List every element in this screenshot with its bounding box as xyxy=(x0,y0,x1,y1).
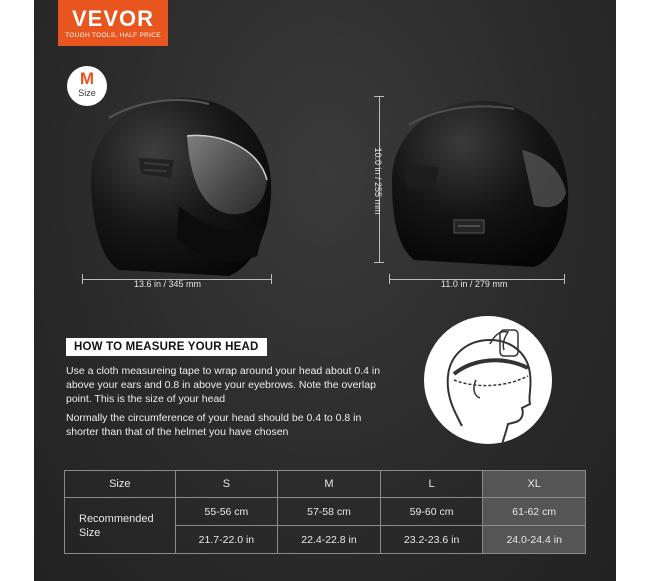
vevor-logo xyxy=(58,0,168,46)
height-cap-bottom xyxy=(374,262,384,263)
size-xl-cm: 61-62 cm xyxy=(483,498,586,526)
front-width-cap-left xyxy=(82,274,83,284)
size-m-inch: 22.4-22.8 in xyxy=(278,526,381,554)
size-m-cm: 57-58 cm xyxy=(278,498,381,526)
height-label: 10.0 in / 255 mm xyxy=(373,147,383,215)
size-table-row-cm xyxy=(65,498,586,526)
logo-wordmark: VEVOR xyxy=(71,6,155,31)
recommended-size-label: Recommended Size xyxy=(65,498,176,554)
side-depth-cap-right xyxy=(564,274,565,284)
head-measure-illustration xyxy=(424,316,552,444)
measure-paragraph-1: Use a cloth measureing tape to wrap around your head about 0.4 in above your ears and 0.8 in above your eyebrows. Note the overlap point. This is the size of your head xyxy=(66,365,381,405)
size-s-cm: 55-56 cm xyxy=(175,498,278,526)
side-depth-label: 11.0 in / 279 mm xyxy=(441,279,508,289)
front-width-cap-right xyxy=(271,274,272,284)
size-header-xl: XL xyxy=(483,471,586,498)
height-cap-top xyxy=(374,96,384,97)
size-badge-word: Size xyxy=(78,88,96,98)
size-l-inch: 23.2-23.6 in xyxy=(380,526,483,554)
size-badge-letter: M xyxy=(79,69,95,88)
size-header-s: S xyxy=(175,471,278,498)
measure-paragraph-2: Normally the circumference of your head should be 0.4 to 0.8 in shorter than that of the helmet you have chosen xyxy=(66,412,362,438)
measure-title: HOW TO MEASURE YOUR HEAD xyxy=(66,338,267,356)
head-measure-drawing xyxy=(424,316,552,444)
logo-tagline: TOUGH TOOLS, HALF PRICE xyxy=(65,32,161,39)
helmet-side-image xyxy=(384,95,574,275)
size-table-header-row xyxy=(65,471,586,498)
size-l-cm: 59-60 cm xyxy=(380,498,483,526)
helmet-front-image xyxy=(79,88,279,283)
front-width-label: 13.6 in / 345 mm xyxy=(134,279,202,289)
product-canvas xyxy=(34,0,616,581)
size-header-m: M xyxy=(278,471,381,498)
size-xl-inch: 24.0-24.4 in xyxy=(483,526,586,554)
size-header-label: Size xyxy=(65,471,176,498)
size-s-inch: 21.7-22.0 in xyxy=(175,526,278,554)
size-table xyxy=(64,470,586,554)
side-depth-cap-left xyxy=(389,274,390,284)
size-header-l: L xyxy=(380,471,483,498)
